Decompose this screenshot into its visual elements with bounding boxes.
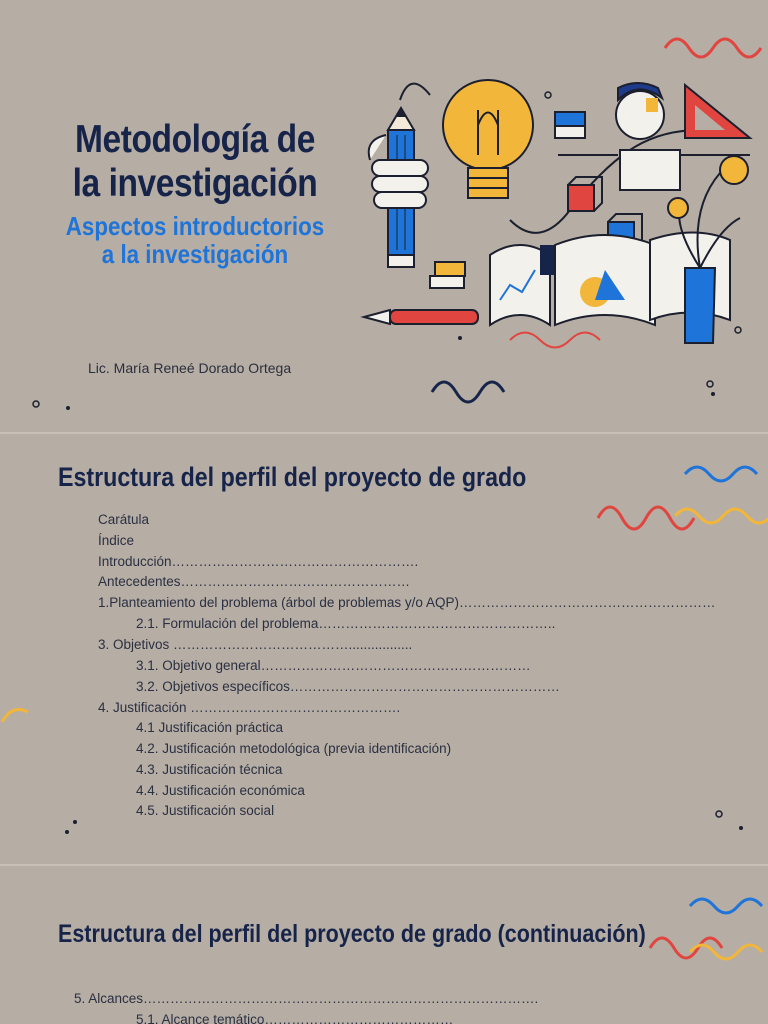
list-item: 4. Justificación ………….……………………………. [98,700,401,715]
dots-decoration [705,806,765,846]
research-illustration [350,0,768,430]
list-item: 4.1 Justificación práctica [136,720,284,735]
list-item: 4.5. Justificación social [136,803,275,818]
list-item: 4.2. Justificación metodológica (previa identificación) [136,741,452,756]
lightbulb-icon [443,80,533,170]
list-item: 3.2. Objetivos específicos…………………………………………………… [136,679,560,694]
list-item: Carátula [98,512,150,527]
dots-decoration [28,396,88,426]
fountain-pen-icon [364,310,478,324]
slide-heading: Estructura del perfil del proyecto de grado (continuación) [58,920,646,948]
squiggle-decoration [0,702,40,742]
list-item: 3. Objetivos …………………………………................. [98,637,413,652]
dots-decoration [55,814,115,854]
list-item: 5. Alcances……………………………………………………………………………. [74,991,539,1006]
set-square-icon [685,85,750,138]
list-item: 1.Planteamiento del problema (árbol de problemas y/o AQP)………………………………………………… [98,595,716,610]
list-item: 3.1. Objetivo general…………………………………………………… [136,658,531,673]
list-item: 4.4. Justificación económica [136,783,305,798]
cube-icon [568,185,594,211]
slide-structure-continued [0,866,768,1024]
author-name: Lic. María Reneé Dorado Ortega [88,360,292,376]
list-item: Índice [98,533,135,548]
squiggle-decoration [590,456,768,536]
list-item: Introducción………………………………………………. [98,554,419,569]
list-item: 2.1. Formulación del problema…………………………………………….. [136,616,556,631]
squiggle-decoration [432,382,504,402]
list-item: 5.1. Alcance temático…………………………………… [136,1012,454,1024]
slide-title [0,0,768,432]
slide-heading: Estructura del perfil del proyecto de grado [58,462,527,492]
squiggle-decoration [665,39,761,57]
squiggle-decoration [628,890,768,970]
list-item: Antecedentes…………………………………………… [98,574,411,589]
book-icon [555,112,585,126]
list-item: 4.3. Justificación técnica [136,762,283,777]
presentation-title: Metodología de la investigación [72,118,318,205]
presentation-subtitle: Aspectos introductorios a la investigación [65,211,325,269]
slide-structure [0,434,768,864]
